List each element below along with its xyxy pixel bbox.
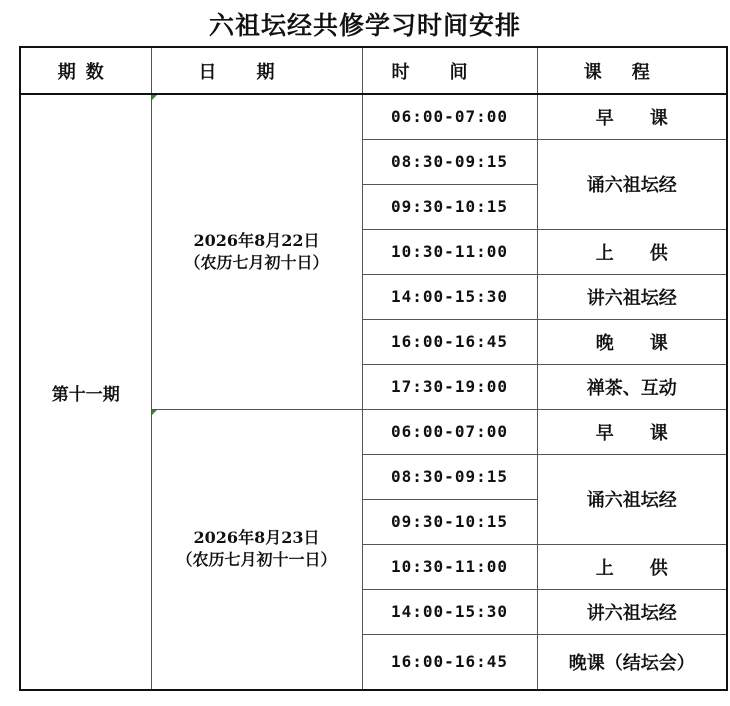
time-cell: 06:00-07:00: [362, 94, 537, 139]
lunar-date-text: （农历七月初十日）: [184, 252, 329, 272]
time-cell: 08:30-09:15: [362, 454, 537, 499]
period-cell: 第十一期: [20, 94, 151, 690]
course-cell: 讲六祖坛经: [537, 589, 727, 634]
time-cell: 08:30-09:15: [362, 139, 537, 184]
course-cell: 上 供: [537, 544, 727, 589]
cell-corner-marker: [152, 410, 157, 415]
course-cell: 早 课: [537, 409, 727, 454]
date-text: 2026年8月22日: [193, 230, 320, 250]
header-course: 课程: [537, 47, 727, 94]
time-cell: 10:30-11:00: [362, 544, 537, 589]
course-cell: 讲六祖坛经: [537, 274, 727, 319]
course-cell: 晚 课: [537, 319, 727, 364]
header-period: 期数: [20, 47, 151, 94]
time-cell: 14:00-15:30: [362, 589, 537, 634]
time-cell: 09:30-10:15: [362, 184, 537, 229]
time-cell: 16:00-16:45: [362, 319, 537, 364]
time-cell: 09:30-10:15: [362, 499, 537, 544]
course-cell: 上 供: [537, 229, 727, 274]
lunar-date-text: （农历七月初十一日）: [176, 550, 337, 570]
course-cell: 禅茶、互动: [537, 364, 727, 409]
time-cell: 14:00-15:30: [362, 274, 537, 319]
header-time: 时间: [362, 47, 537, 94]
course-cell: 诵六祖坛经: [537, 454, 727, 544]
date-cell-day2: [151, 409, 362, 690]
time-cell: 17:30-19:00: [362, 364, 537, 409]
course-cell: 诵六祖坛经: [537, 139, 727, 229]
schedule-table: [19, 46, 728, 691]
date-cell-day1: [151, 94, 362, 409]
time-cell: 10:30-11:00: [362, 229, 537, 274]
page-title: 六祖坛经共修学习时间安排: [208, 11, 521, 40]
header-date: 日期: [151, 47, 362, 94]
header-row: [20, 47, 727, 94]
table-row: [20, 94, 727, 139]
time-cell: 16:00-16:45: [362, 634, 537, 690]
course-cell: 晚课（结坛会）: [537, 634, 727, 690]
cell-corner-marker: [152, 95, 157, 100]
date-text: 2026年8月23日: [193, 528, 320, 548]
course-cell: 早 课: [537, 94, 727, 139]
time-cell: 06:00-07:00: [362, 409, 537, 454]
